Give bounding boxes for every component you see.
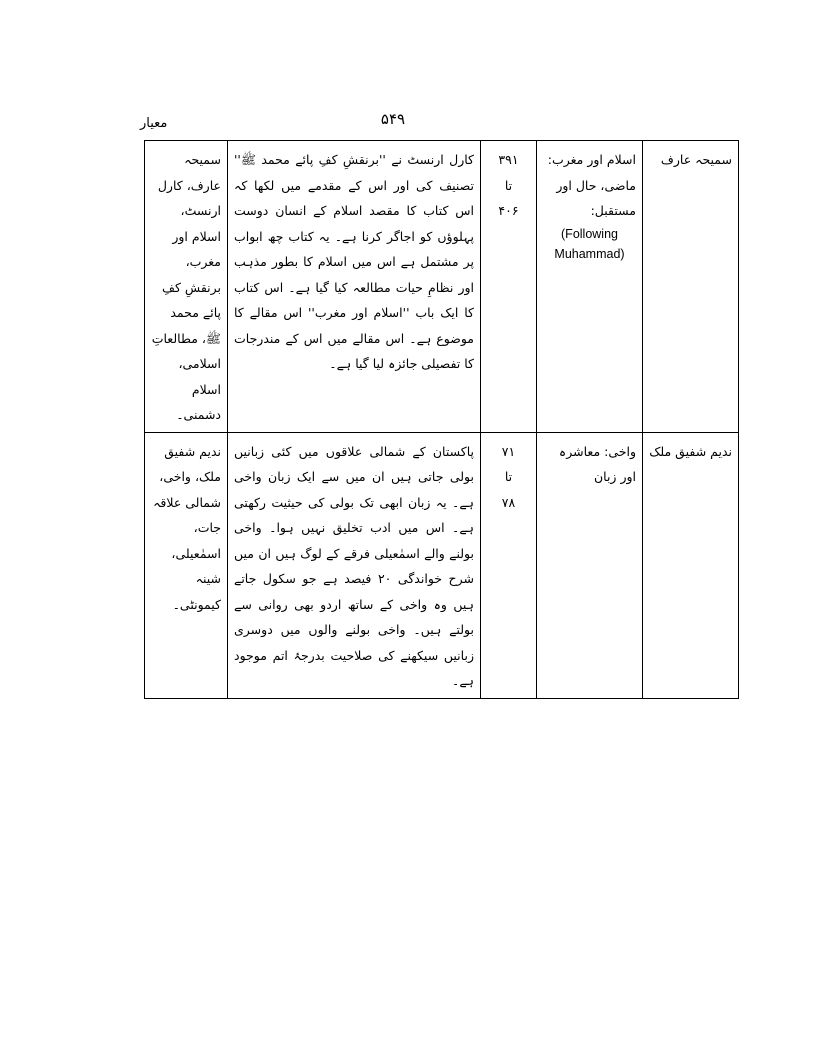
- table-row: [145, 432, 739, 698]
- pages-cell: [481, 432, 537, 698]
- title-text: اسلام اور مغرب: ماضی، حال اور مستقبل:: [547, 152, 636, 218]
- keywords-cell: ندیم شفیق ملک، واخی، شمالی علاقہ جات، اسمٰعیلی، شینہ کیمونٹی۔: [145, 432, 228, 698]
- author-cell: ندیم شفیق ملک: [643, 432, 739, 698]
- title-latin-text: (Following Muhammad): [554, 226, 625, 261]
- title-text: واخی: معاشرہ اور زبان: [558, 443, 636, 484]
- title-cell: [537, 141, 643, 433]
- pages-cell: [481, 141, 537, 433]
- author-cell: سمیحہ عارف: [643, 141, 739, 433]
- table-row: [145, 141, 739, 433]
- page-number: ۵۴۹: [380, 110, 406, 128]
- page-from: ۳۹۱: [498, 152, 519, 167]
- title-cell: [537, 432, 643, 698]
- abstract-cell: کارل ارنسٹ نے ''برنقشِ کفِ پائے محمد ﷺ'' تصنیف کی اور اس کے مقدمے میں لکھا کہ اس کتاب کا مقصد اسلام کے انسان دوست پہلوؤں کو اجاگر کرنا ہے۔ یہ کتاب چھ ابواب پر مشتمل ہے اس میں اسلام کا بطور مذہب اور نظامِ حیات مطالعہ کیا گیا ہے۔ اس کتاب کا ایک باب ''اسلام اور مغرب'' اس مقالے کا موضوع ہے۔ اس مقالے میں اس کے مندرجات کا تفصیلی جائزہ لیا گیا ہے۔: [228, 141, 481, 433]
- page-to: ۴۰۶: [498, 203, 519, 218]
- index-table: [144, 140, 739, 699]
- abstract-cell: پاکستان کے شمالی علاقوں میں کئی زبانیں بولی جاتی ہیں ان میں سے ایک زبان واخی ہے۔ یہ زبان ابھی تک بولی کی حیثیت رکھتی ہے۔ اس میں ادب تخلیق نہیں ہوا۔ واخی بولنے والے اسمٰعیلی فرقے کے لوگ ہیں ان میں شرح خواندگی ۲۰ فیصد ہے جو سکول جاتے ہیں وہ واخی کے ساتھ اردو بھی روانی سے بولتے ہیں۔ واخی بولنے والوں میں دوسری زبانیں سیکھنے کی صلاحیت بدرجۂ اتم موجود ہے۔: [228, 432, 481, 698]
- page-separator: تا: [504, 177, 513, 193]
- keywords-cell: سمیحہ عارف، کارل ارنسٹ، اسلام اور مغرب، برنقشِ کفِ پائے محمد ﷺ، مطالعاتِ اسلامی، اسلام دشمنی۔: [145, 141, 228, 433]
- page-to: ۷۸: [501, 494, 516, 510]
- page-from: ۷۱: [501, 443, 516, 459]
- page-separator: تا: [504, 469, 513, 484]
- running-head: معیار: [140, 116, 168, 131]
